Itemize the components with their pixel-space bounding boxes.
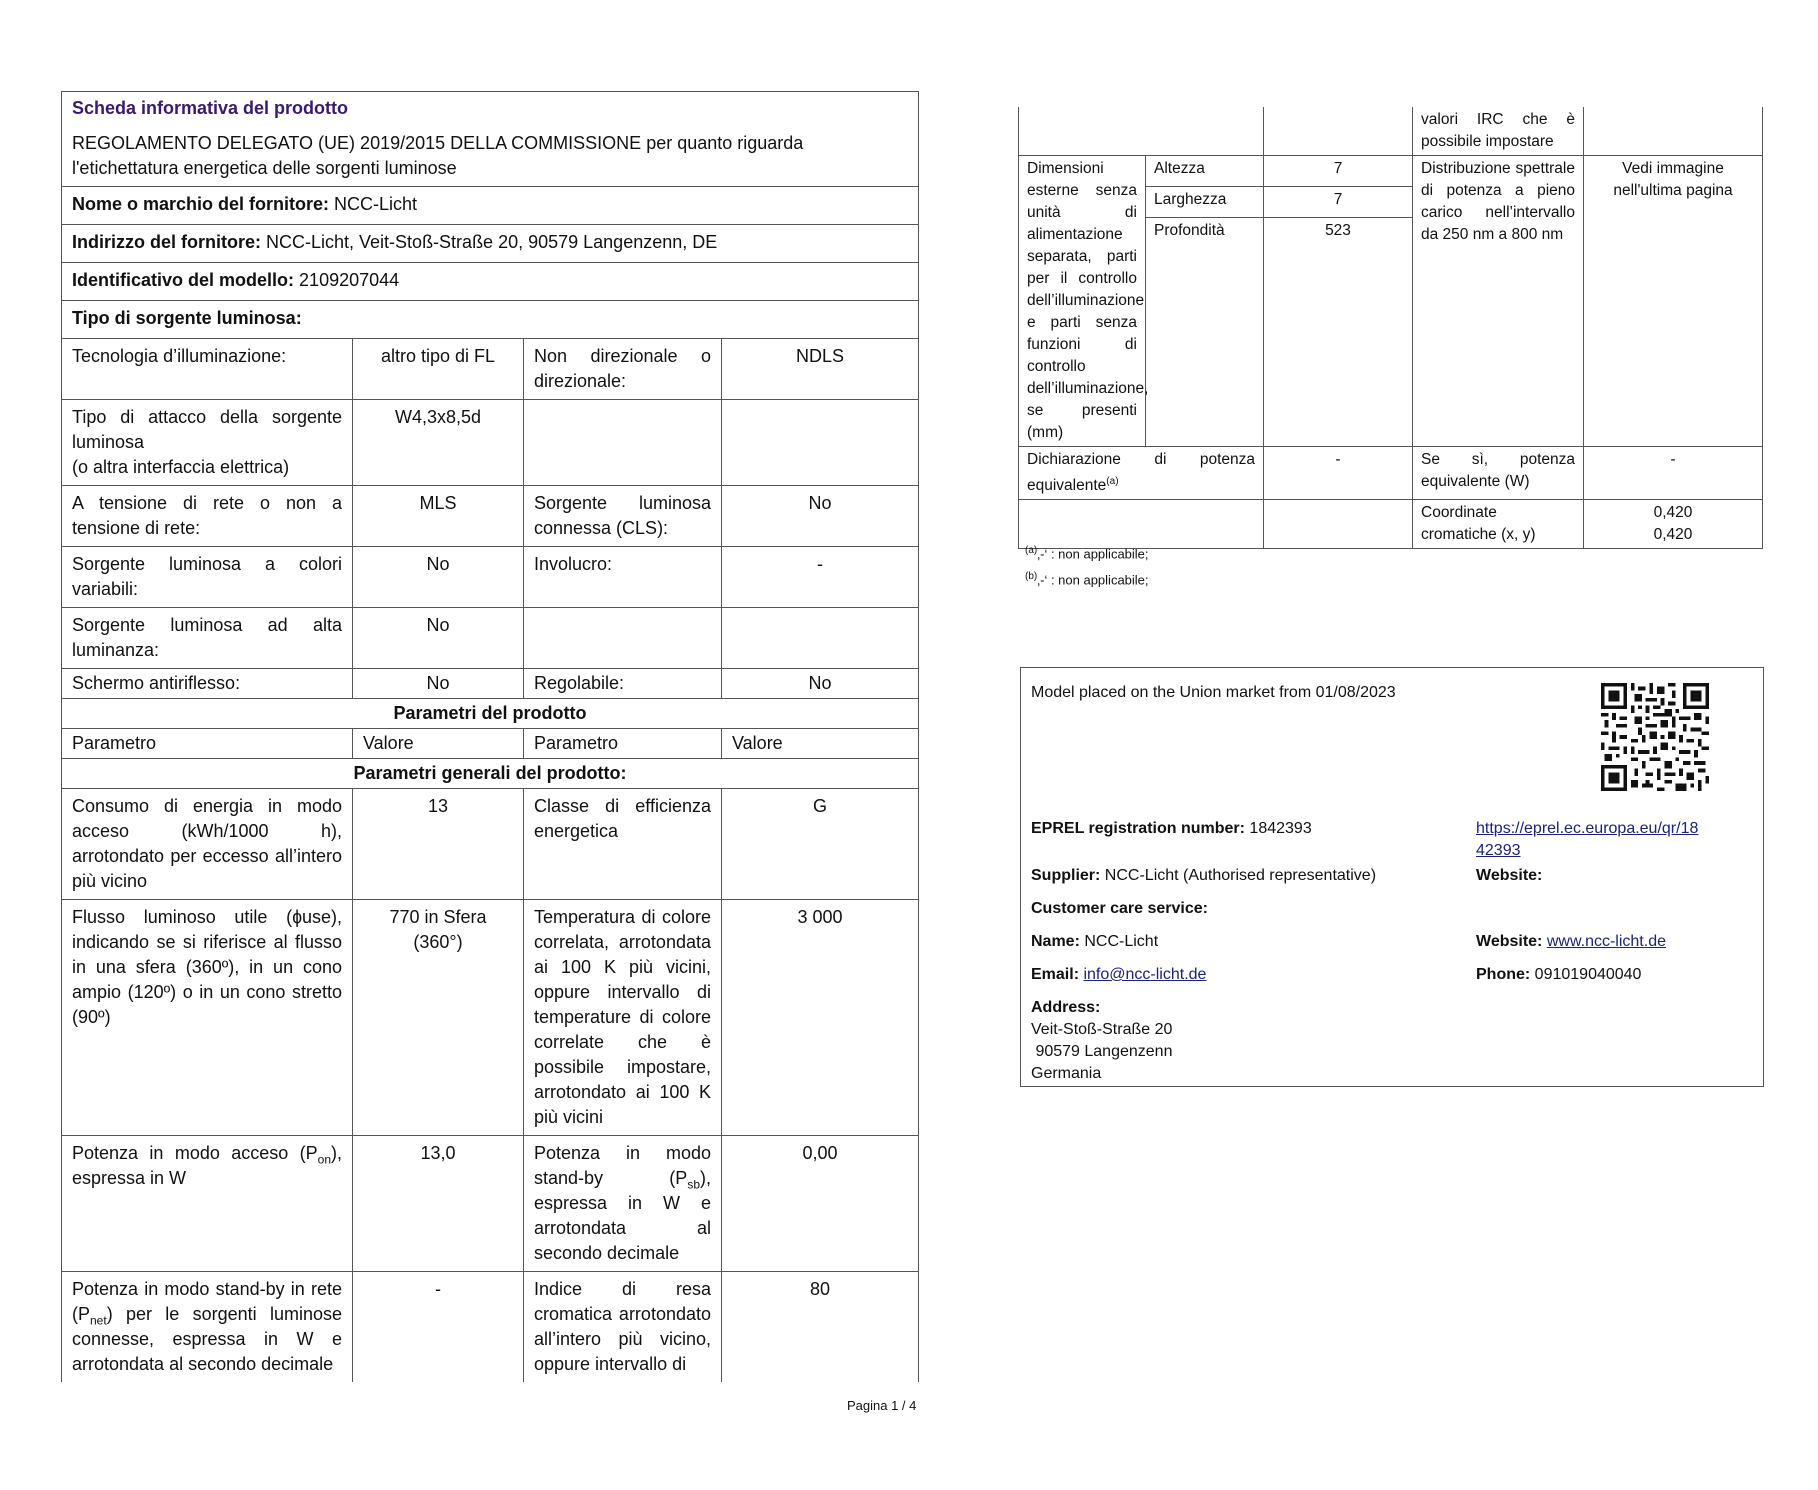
cap-type-cell <box>62 400 353 486</box>
customer-care-label: Customer care service: <box>1031 900 1208 917</box>
empty-cell <box>524 400 722 486</box>
cct-value: 3 000 <box>722 900 919 1136</box>
energy-consumption-value: 13 <box>353 789 524 900</box>
care-phone-label: Phone: <box>1476 966 1531 983</box>
cap-type-label: Tipo di attacco della sorgente luminosa <box>72 407 342 452</box>
continued-table <box>1018 107 1763 549</box>
page-number: Pagina 1 / 4 <box>847 1398 917 1413</box>
address-value: NCC-Licht, Veit-Stoß-Straße 20, 90579 Langenzenn, DE <box>266 232 718 252</box>
on-mode-power-label: Potenza in modo acceso $(P_{on})$, espressa in W <box>62 1136 353 1272</box>
chromaticity-x: 0,420 <box>1653 504 1693 522</box>
dimensions-label: Dimensioni esterne senza unità di alimentazione separata, parti per il controllo dell’illuminazione e parti senza funzioni di controllo dell’illuminazione, se presenti (mm) <box>1019 156 1146 447</box>
col-header-value: Valore <box>353 729 524 759</box>
depth-label: Profondità <box>1146 218 1264 447</box>
eprel-qr-link[interactable]: https://eprel.ec.europa.eu/qr/18 42393 <box>1476 820 1699 859</box>
supplier-label: Nome o marchio del fornitore: <box>72 194 330 214</box>
address-line: Veit-Stoß-Straße 20 <box>1031 1021 1173 1038</box>
address-row <box>62 225 919 263</box>
on-mode-power-value: 13,0 <box>353 1136 524 1272</box>
width-label: Larghezza <box>1146 187 1264 218</box>
colour-tunable-label: Sorgente luminosa a colori variabili: <box>62 547 353 608</box>
anti-glare-value: No <box>353 669 524 699</box>
care-phone-value: 091019040040 <box>1534 966 1642 983</box>
luminous-flux-value: 770 in Sfera (360°) <box>353 900 524 1136</box>
envelope-value: - <box>722 547 919 608</box>
empty-cell <box>1019 107 1264 156</box>
pnet-subscript: net <box>90 1313 107 1328</box>
product-info-table <box>61 91 919 1382</box>
general-params-header: Parametri generali del prodotto: <box>62 759 919 789</box>
eprel-info-box <box>1020 667 1764 1087</box>
care-website-link[interactable]: www.ncc-licht.de <box>1546 933 1666 950</box>
supplier-row <box>62 187 919 225</box>
cap-type-value: W4,3x8,5d <box>353 400 524 486</box>
empty-cell <box>1264 500 1413 549</box>
standby-power-label: Potenza in modo stand-by $(P_{sb})$, espressa in W e arrotondata al secondo decimale <box>524 1136 722 1272</box>
directional-label: Non direzionale o direzionale: <box>524 339 722 400</box>
address-label: Indirizzo del fornitore: <box>72 232 261 252</box>
width-value: 7 <box>1264 187 1413 218</box>
col-header-parameter: Parametro <box>524 729 722 759</box>
cct-label: Temperatura di colore correlata, arrotondata ai 100 K più vicini, oppure intervallo di temperature di colore correlate che è possibile impostare, arrotondato ai 100 K più vicini <box>524 900 722 1136</box>
high-luminance-label: Sorgente luminosa ad alta luminanza: <box>62 608 353 669</box>
care-email-link[interactable]: info@ncc-licht.de <box>1083 966 1207 983</box>
eprel-registration-value: 1842393 <box>1249 820 1312 837</box>
cap-type-note: (o altra interfaccia elettrica) <box>72 457 290 477</box>
care-website-row <box>1476 931 1666 953</box>
energy-consumption-label: Consumo di energia in modo acceso (kWh/1000 h), arrotondato per eccesso all’intero più vicino <box>62 789 353 900</box>
eprel-registration-row <box>1031 818 1312 840</box>
equivalent-power-watts-value: - <box>1584 447 1763 500</box>
chromaticity-value <box>1584 500 1763 549</box>
equivalent-power-value: - <box>1264 447 1413 500</box>
address-line: Germania <box>1031 1065 1102 1082</box>
supplier-value: NCC-Licht (Authorised representative) <box>1104 867 1377 884</box>
care-email-row <box>1031 964 1206 986</box>
height-value: 7 <box>1264 156 1413 187</box>
efficiency-class-value: G <box>722 789 919 900</box>
tech-value: altro tipo di FL <box>353 339 524 400</box>
col-header-parameter: Parametro <box>62 729 353 759</box>
supplier-label: Supplier: <box>1031 867 1101 884</box>
footnote-a: $^{(a)}$‚-‘ : non applicabile; <box>1025 545 1149 562</box>
care-address-label: Address: <box>1031 999 1101 1016</box>
high-luminance-value: No <box>353 608 524 669</box>
col-header-value: Valore <box>722 729 919 759</box>
luminous-flux-label: Flusso luminoso utile (ɸuse), indicando se si riferisce al flusso in una sfera (360º), in un cono ampio (120º) o in un cono stretto (90º) <box>62 900 353 1136</box>
empty-cell <box>1264 107 1413 156</box>
cri-value: 80 <box>722 1272 919 1383</box>
model-row <box>62 263 919 301</box>
supplier-value: NCC-Licht <box>334 194 418 214</box>
equivalent-power-watts-label: Se sì, potenza equivalente (W) <box>1413 447 1584 500</box>
care-email-label: Email: <box>1031 966 1080 983</box>
colour-tunable-value: No <box>353 547 524 608</box>
pon-subscript: on <box>317 1152 331 1167</box>
connected-value: No <box>722 486 919 547</box>
tech-label: Tecnologia d’illuminazione: <box>62 339 353 400</box>
dimmable-label: Regolabile: <box>524 669 722 699</box>
networked-standby-label: Potenza in modo stand-by in rete $(P_{net})$ per le sorgenti luminose connesse, espressa in W e arrotondata al secondo decimale <box>62 1272 353 1383</box>
cri-label: Indice di resa cromatica arrotondato all’intero più vicino, oppure intervallo di <box>524 1272 722 1383</box>
document-title: Scheda informativa del prodotto <box>62 92 919 122</box>
efficiency-class-label: Classe di efficienza energetica <box>524 789 722 900</box>
empty-cell <box>1019 500 1264 549</box>
chromaticity-y: 0,420 <box>1653 526 1693 544</box>
care-name-label: Name: <box>1031 933 1080 950</box>
product-params-header: Parametri del prodotto <box>62 699 919 729</box>
spectral-distribution-value: Vedi immagine nell'ultima pagina <box>1584 156 1763 447</box>
footnote-b: $^{(b)}$‚-‘ : non applicabile; <box>1025 571 1149 588</box>
address-line: 90579 Langenzenn <box>1031 1043 1173 1060</box>
empty-cell <box>722 400 919 486</box>
product-params-continued <box>1018 107 1762 549</box>
mains-value: MLS <box>353 486 524 547</box>
care-name-value: NCC-Licht <box>1084 933 1159 950</box>
dimmable-value: No <box>722 669 919 699</box>
connected-label: Sorgente luminosa connessa (CLS): <box>524 486 722 547</box>
envelope-label: Involucro: <box>524 547 722 608</box>
care-phone-row <box>1476 964 1641 986</box>
cri-label-continued: valori IRC che è possibile impostare <box>1413 107 1584 156</box>
directional-value: NDLS <box>722 339 919 400</box>
empty-cell <box>524 608 722 669</box>
source-type-label: Tipo di sorgente luminosa: <box>72 308 302 328</box>
care-name-row <box>1031 931 1158 953</box>
empty-cell <box>722 608 919 669</box>
source-type-row <box>62 301 919 339</box>
regulation-text: REGOLAMENTO DELEGATO (UE) 2019/2015 DELLA COMMISSIONE per quanto riguarda l'etichettatura energetica delle sorgenti luminose <box>62 121 919 187</box>
supplier-website-label: Website: <box>1476 867 1543 884</box>
psb-subscript: sb <box>687 1177 700 1192</box>
empty-cell <box>1584 107 1763 156</box>
depth-value: 523 <box>1264 218 1413 447</box>
networked-standby-value: - <box>353 1272 524 1383</box>
equivalent-power-label: Dichiarazione di potenza equivalente$^{(a)}$ <box>1019 447 1264 500</box>
mains-label: A tensione di rete o non a tensione di rete: <box>62 486 353 547</box>
care-website-label: Website: <box>1476 933 1543 950</box>
product-info-sheet <box>61 91 918 1382</box>
standby-power-value: 0,00 <box>722 1136 919 1272</box>
qr-code-icon <box>1601 683 1709 791</box>
eprel-registration-label: EPREL registration number: <box>1031 820 1245 837</box>
footnote-a-ref: (a) <box>1106 476 1119 487</box>
model-label: Identificativo del modello: <box>72 270 295 290</box>
care-address-block <box>1031 997 1172 1085</box>
market-placement-text: Model placed on the Union market from 01/08/2023 <box>1031 684 1396 701</box>
spectral-distribution-label: Distribuzione spettrale di potenza a pieno carico nell’intervallo da 250 nm a 800 nm <box>1413 156 1584 447</box>
model-value: 2109207044 <box>299 270 400 290</box>
supplier-row <box>1031 865 1376 887</box>
height-label: Altezza <box>1146 156 1264 187</box>
anti-glare-label: Schermo antiriflesso: <box>62 669 353 699</box>
chromaticity-label: Coordinate cromatiche (x, y) <box>1413 500 1584 549</box>
